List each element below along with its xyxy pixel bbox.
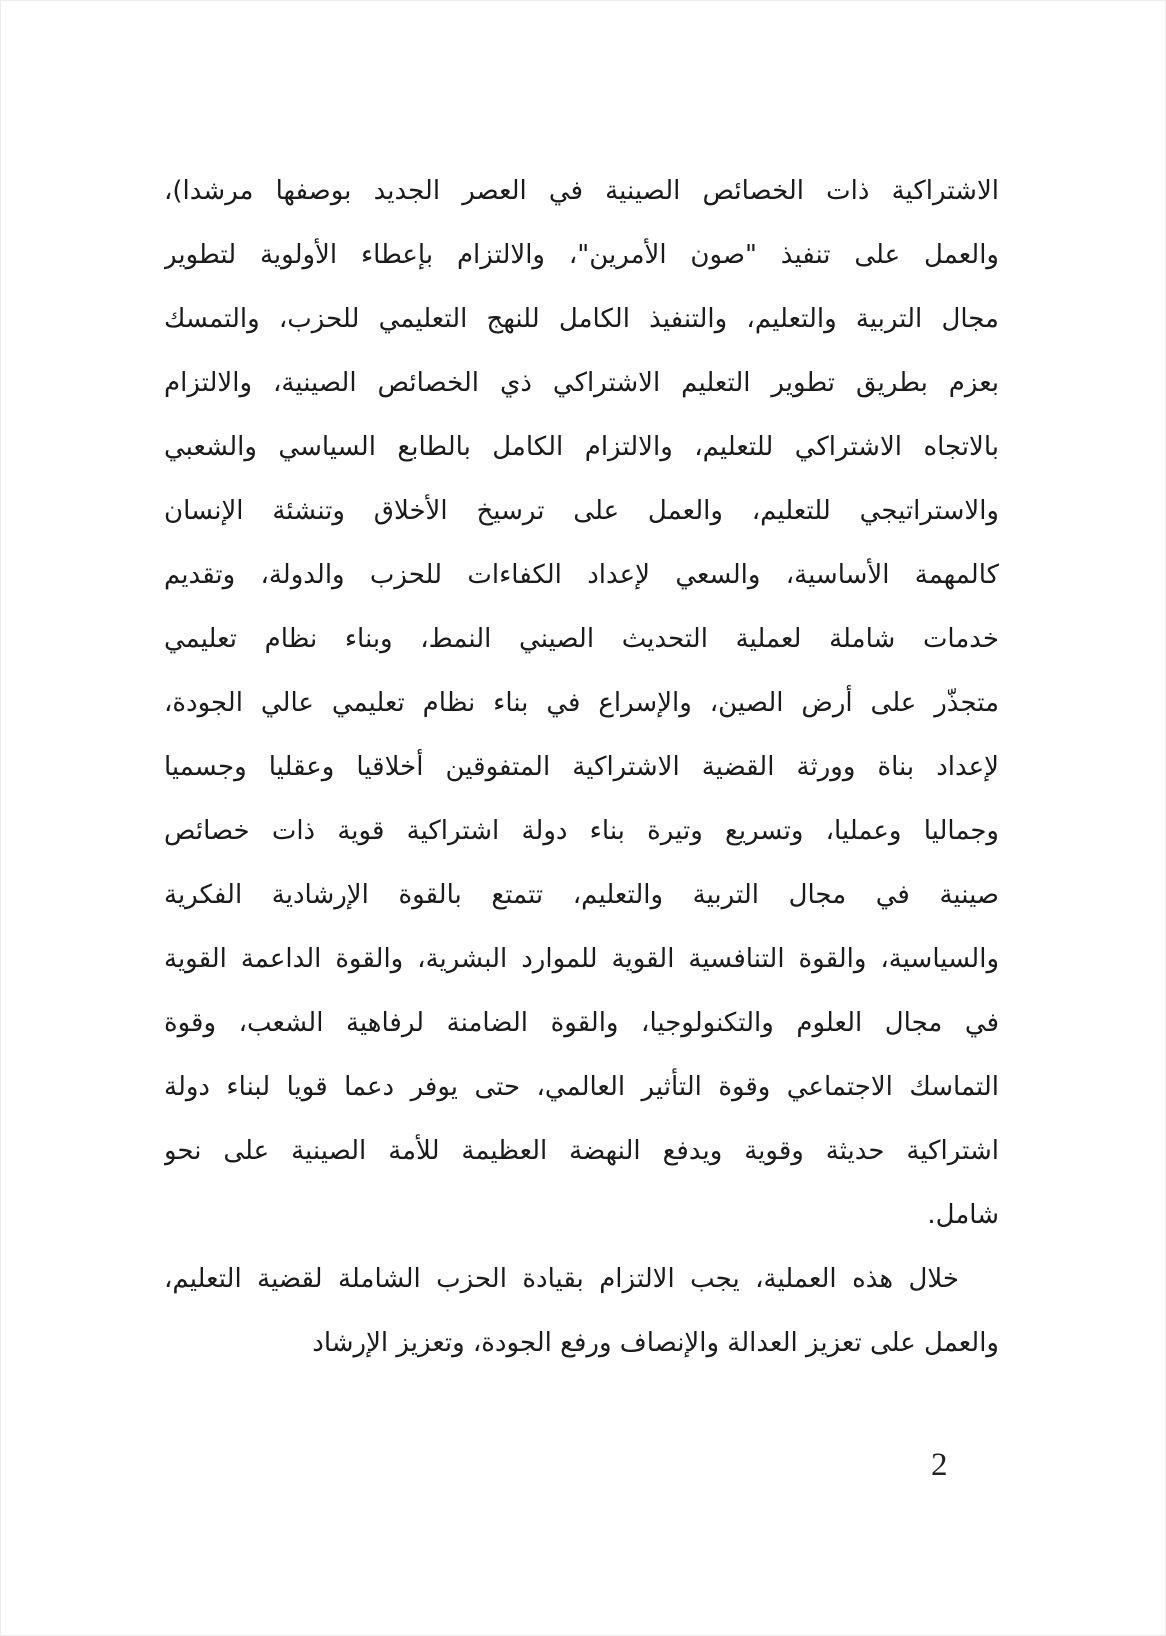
text-line: والعمل على تعزيز العدالة والإنصاف ورفع الجودة، وتعزيز الإرشاد [312,1328,999,1358]
page-number: 2 [931,1447,948,1483]
text-line: شامل. [927,1200,999,1230]
paragraph-2 [164,1247,999,1375]
text-line: مجال التربية والتعليم، والتنفيذ الكامل للنهج التعليمي للحزب، والتمسك [164,304,999,334]
text-line: متجذّر على أرض الصين، والإسراع في بناء نظام تعليمي عالي الجودة، [164,688,999,718]
text-line: في مجال العلوم والتكنولوجيا، والقوة الضامنة لرفاهية الشعب، وقوة [164,1008,999,1038]
text-line: خلال هذه العملية، يجب الالتزام بقيادة الحزب الشاملة لقضية التعليم، [164,1264,959,1294]
text-line: خدمات شاملة لعملية التحديث الصيني النمط، وبناء نظام تعليمي [164,624,999,654]
text-line: بعزم بطريق تطوير التعليم الاشتراكي ذي الخصائص الصينية، والالتزام [164,368,999,398]
text-block [164,159,999,1375]
text-line: بالاتجاه الاشتراكي للتعليم، والالتزام الكامل بالطابع السياسي والشعبي [164,432,999,462]
text-line: والسياسية، والقوة التنافسية القوية للموارد البشرية، والقوة الداعمة القوية [164,944,999,974]
text-line: كالمهمة الأساسية، والسعي لإعداد الكفاءات للحزب والدولة، وتقديم [164,560,999,590]
paragraph-1 [164,159,999,1247]
text-line: والعمل على تنفيذ "صون الأمرين"، والالتزام بإعطاء الأولوية لتطوير [164,240,999,270]
text-line: الاشتراكية ذات الخصائص الصينية في العصر الجديد بوصفها مرشدا)، [164,176,999,206]
text-line: والاستراتيجي للتعليم، والعمل على ترسيخ الأخلاق وتنشئة الإنسان [164,496,999,526]
text-line: لإعداد بناة وورثة القضية الاشتراكية المتفوقين أخلاقيا وعقليا وجسميا [164,752,999,782]
text-line: التماسك الاجتماعي وقوة التأثير العالمي، حتى يوفر دعما قويا لبناء دولة [164,1072,999,1102]
text-line: صينية في مجال التربية والتعليم، تتمتع بالقوة الإرشادية الفكرية [164,880,999,910]
text-line: اشتراكية حديثة وقوية ويدفع النهضة العظيمة للأمة الصينية على نحو [164,1136,999,1166]
text-line: وجماليا وعمليا، وتسريع وتيرة بناء دولة اشتراكية قوية ذات خصائص [164,816,999,846]
